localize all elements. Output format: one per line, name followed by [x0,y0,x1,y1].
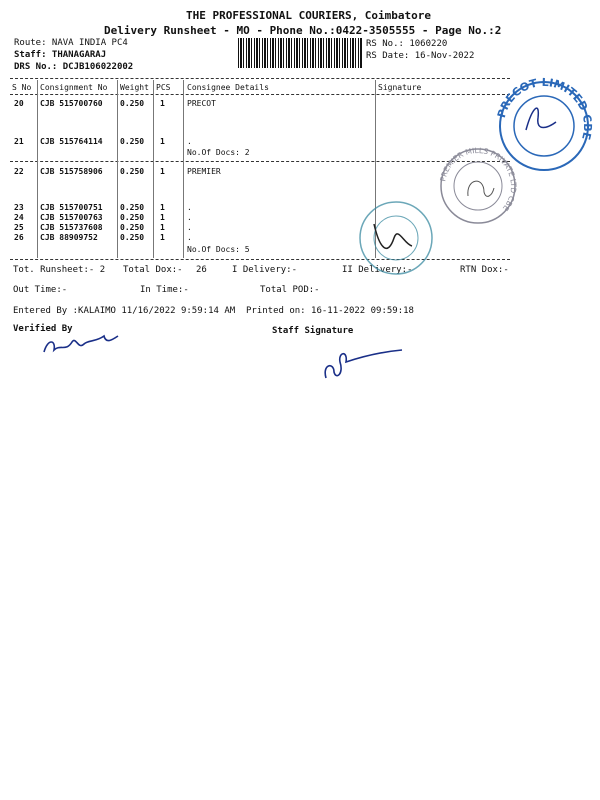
staff-signature [325,350,402,378]
row-consignment: CJB 515700763 [40,213,103,222]
row-weight: 0.250 [120,99,145,108]
row-consignment: CJB 515737608 [40,223,103,232]
row-pcs: 1 [160,203,165,212]
row-weight: 0.250 [120,137,145,146]
row-consignment: CJB 515764114 [40,137,103,146]
col-header-consignee: Consignee Details [187,83,269,92]
rs-number: RS No.: 1060220 [366,39,448,49]
verified-by: Verified By [13,324,73,334]
row-pcs: 1 [160,223,165,232]
svg-text:PRECOT LIMITED CBE [495,76,594,141]
entered-by: Entered By :KALAIMO 11/16/2022 9:59:14 AM [13,306,236,316]
ii-delivery: II Delivery:- [342,265,413,275]
staff-signature-label: Staff Signature [272,326,354,336]
rs-date: RS Date: 16-Nov-2022 [366,51,475,61]
premier-stamp [438,146,518,223]
col-header-signature: Signature [378,83,422,92]
row-consignment: CJB 515700760 [40,99,103,108]
row-consignment: CJB 515700751 [40,203,103,212]
route-label: Route: NAVA INDIA PC4 [14,38,128,48]
company-title: THE PROFESSIONAL COURIERS, Coimbatore [186,9,432,22]
precot-stamp [495,76,594,170]
row-details: . [187,233,192,242]
col-header-consignment: Consignment No [40,83,108,92]
total-dox-label: Total Dox:- [123,265,183,275]
row-pcs: 1 [160,213,165,222]
row-weight: 0.250 [120,203,145,212]
row-pcs: 1 [160,233,165,242]
total-dox-value: 26 [196,265,207,275]
row-consignment: CJB 515758906 [40,167,103,176]
drs-number: DRS No.: DCJB106022002 [14,62,134,72]
docs-count: No.Of Docs: 5 [187,245,250,254]
row-pcs: 1 [160,167,165,176]
row-sno: 22 [14,167,24,176]
out-time: Out Time:- [13,285,68,295]
row-weight: 0.250 [120,223,145,232]
row-details: . [187,203,192,212]
col-header-sno: S No [12,83,32,92]
col-header-pcs: PCS [156,83,171,92]
total-runsheet: Tot. Runsheet:- 2 [13,265,106,275]
rtn-dox: RTN Dox:- [460,265,509,275]
svg-text:PREMIER MILLS PRIVATE LTD CBE [438,146,518,213]
row-sno: 20 [14,99,24,108]
row-pcs: 1 [160,137,165,146]
verified-signature [44,336,118,352]
row-weight: 0.250 [120,167,145,176]
row-sno: 21 [14,137,24,146]
runsheet-subtitle: Delivery Runsheet - MO - Phone No.:0422-3505555 - Page No.:2 [104,24,502,37]
col-header-weight: Weight [120,83,149,92]
staff-label: Staff: THANAGARAJ [14,50,107,60]
i-delivery: I Delivery:- [232,265,298,275]
row-details: PRECOT [187,99,216,108]
total-pod: Total POD:- [260,285,320,295]
precot-stamp-text: PRECOT LIMITED CBE [494,75,595,142]
row-details: . [187,213,192,222]
row-pcs: 1 [160,99,165,108]
row-sno: 24 [14,213,24,222]
row-sno: 23 [14,203,24,212]
delivery-stamp [360,202,432,274]
row-weight: 0.250 [120,233,145,242]
row-details: . [187,137,192,146]
row-details: PREMIER [187,167,221,176]
row-sno: 25 [14,223,24,232]
printed-on: Printed on: 16-11-2022 09:59:18 [246,306,414,316]
row-sno: 26 [14,233,24,242]
in-time: In Time:- [140,285,189,295]
docs-count: No.Of Docs: 2 [187,148,250,157]
premier-stamp-text: PREMIER MILLS PRIVATE LTD CBE [438,145,519,213]
row-weight: 0.250 [120,213,145,222]
row-consignment: CJB 88909752 [40,233,98,242]
row-details: . [187,223,192,232]
